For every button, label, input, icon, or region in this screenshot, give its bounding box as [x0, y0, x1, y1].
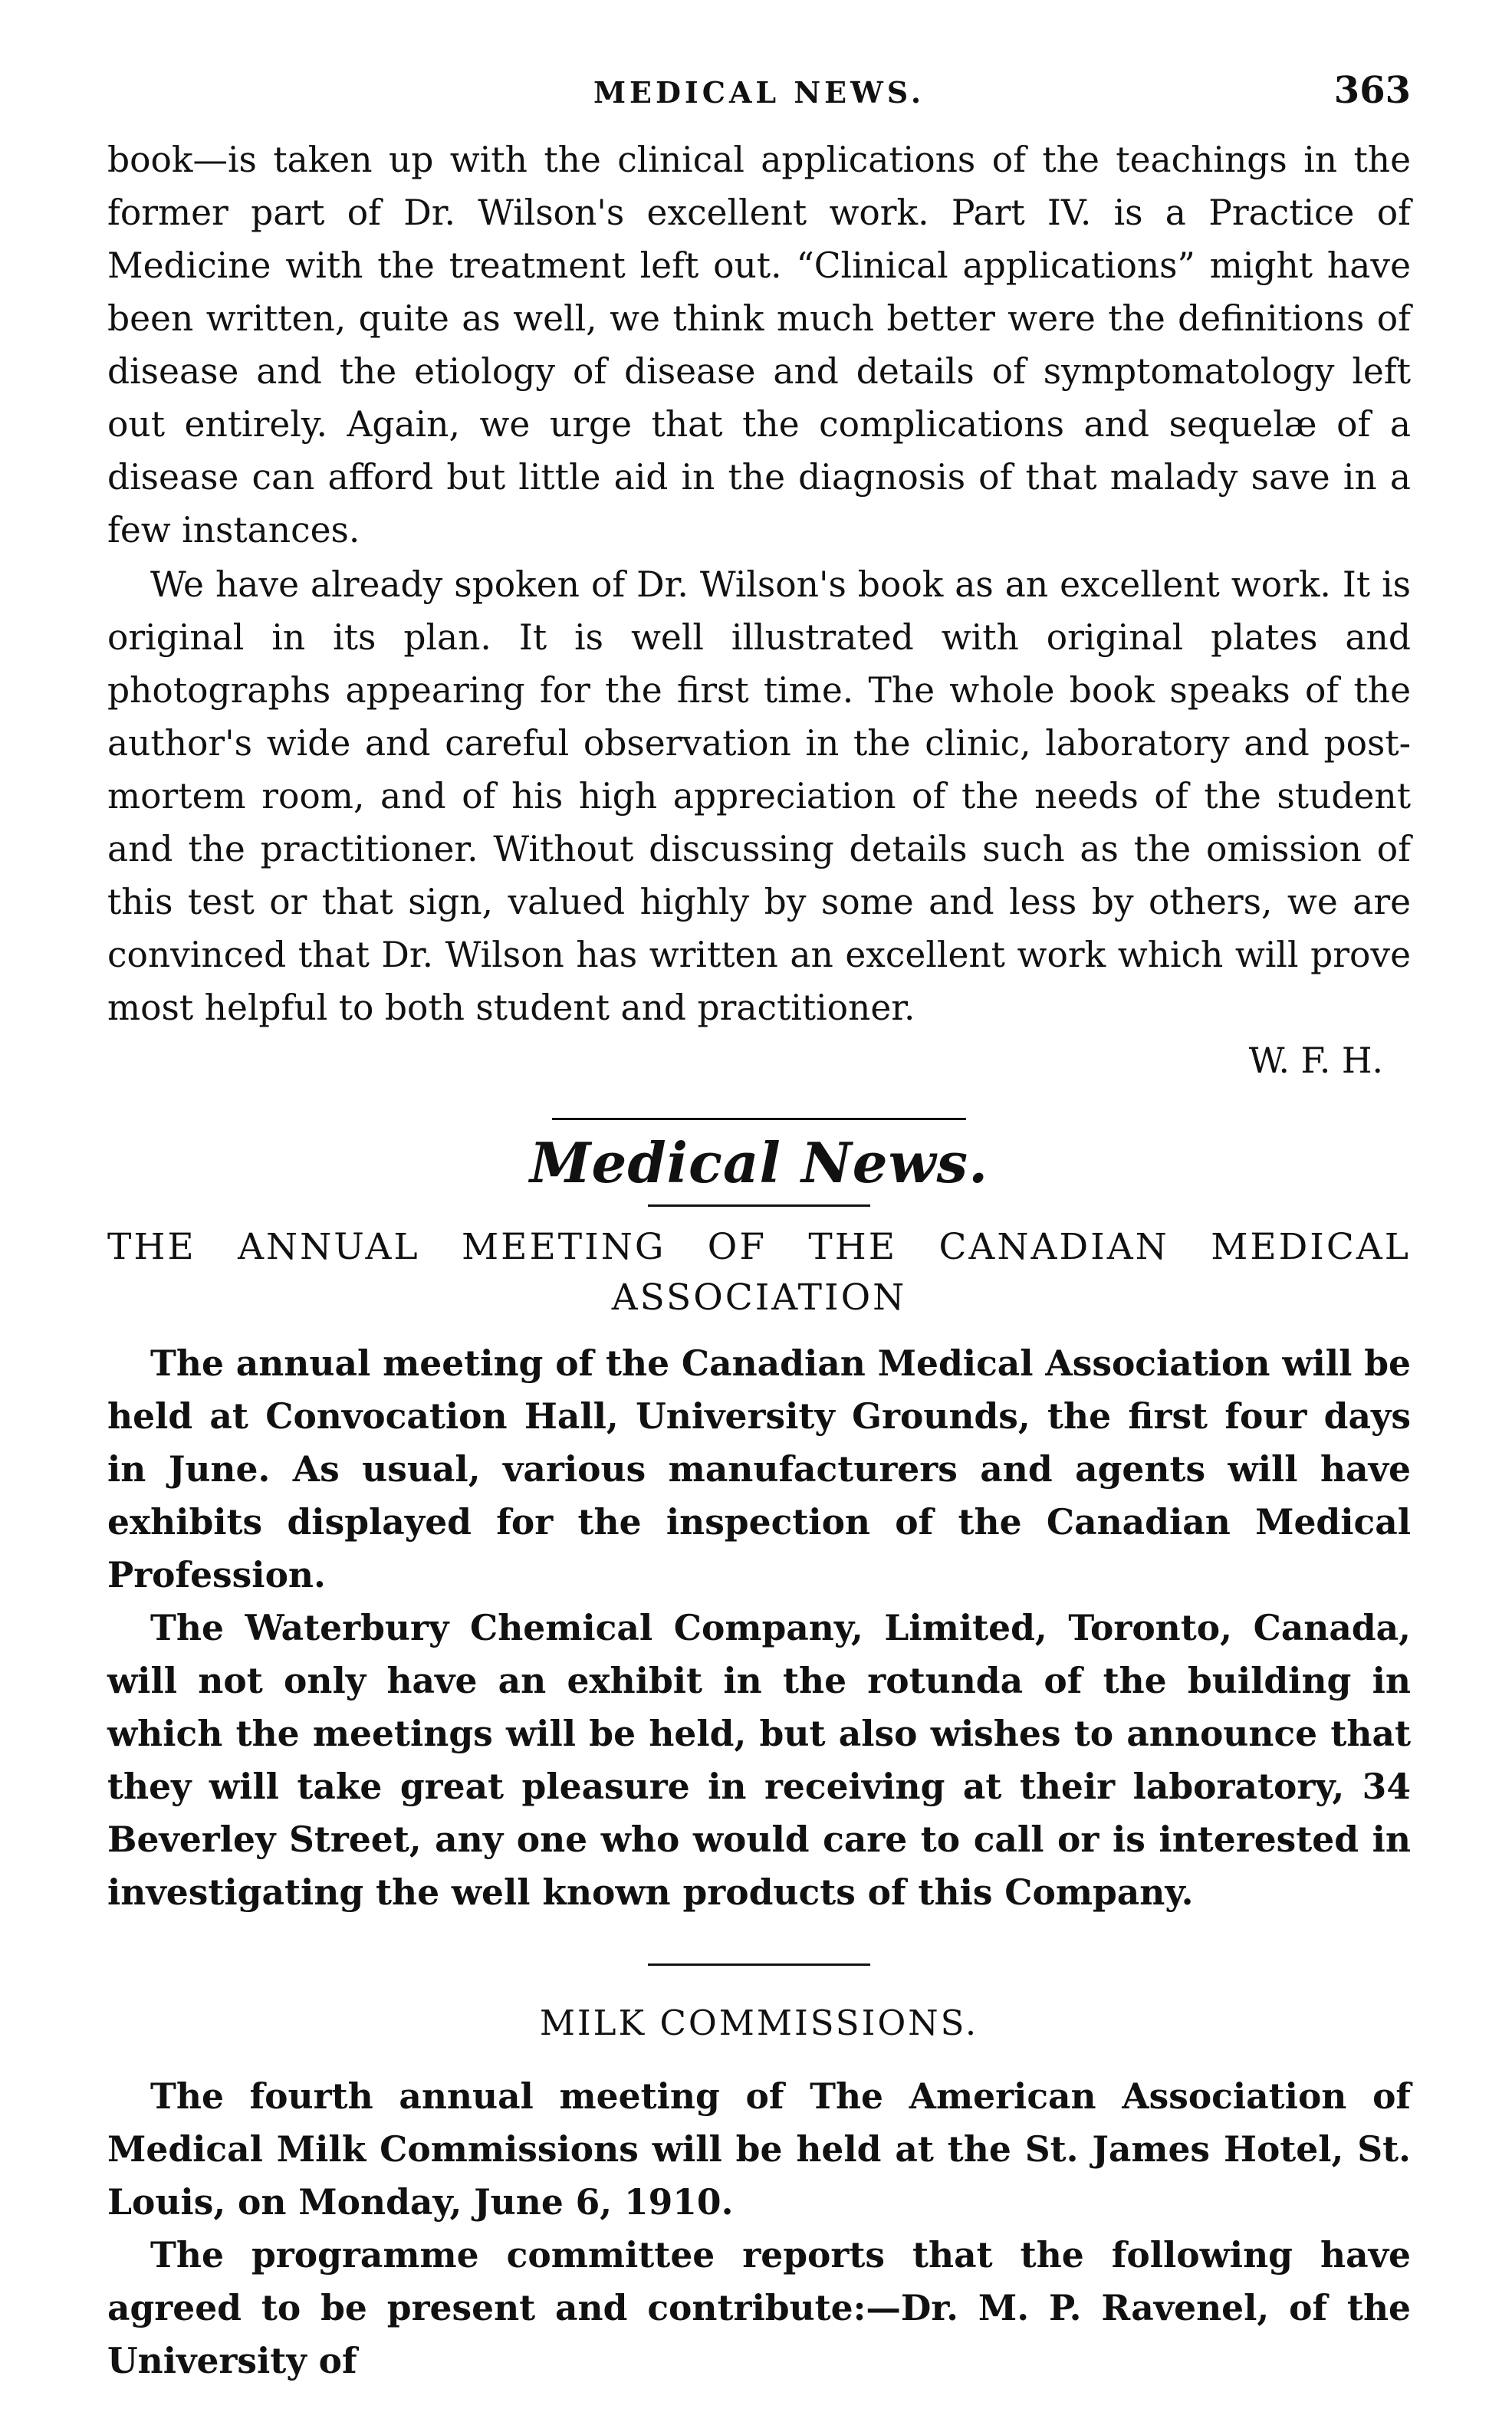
article-title-line-1: THE ANNUAL MEETING OF THE CANADIAN MEDICAL [107, 1226, 1411, 1268]
article-1-paragraph-2: The Waterbury Chemical Company, Limited, Toronto, Canada, will not only have an exhibit in the rotunda of the building in which the meetings will be held, but also wishes to announce that they will take great pleasure in receiving at their laboratory, 34 Beverley Street, any one who would care to call or is interested in investigating the well known products of this Company. [107, 1607, 1411, 1913]
article-title-line-2: ASSOCIATION [611, 1277, 907, 1319]
review-paragraph-1: book—is taken up with the clinical applications of the teachings in the former part of Dr. Wilson's excellent work. Part IV. is a Practice of Medicine with the treatment left out. “Clinical applications” might have been written, quite as well, we think much better were the definitions of disease and the etiology of disease and details of symptomatology left out entirely. Again, we urge that the complications and sequelæ of a disease can afford but little aid in the diagnosis of that malady save in a few instances. [107, 140, 1411, 550]
section-rule-top [552, 1118, 966, 1120]
page-number: 363 [1333, 69, 1411, 112]
running-title: MEDICAL NEWS. [593, 75, 925, 110]
article-body-canadian-medical-association [107, 1337, 1411, 1919]
section-heading: Medical News. [529, 1130, 989, 1195]
article-divider [648, 1963, 870, 1966]
book-review [107, 133, 1411, 1087]
article-2-paragraph-1: The fourth annual meeting of The American Association of Medical Milk Commissions will be held at the St. James Hotel, St. Louis, on Monday, June 6, 1910. [107, 2075, 1411, 2223]
article-title-canadian-medical-association [107, 1222, 1411, 1323]
article-1-paragraph-1: The annual meeting of the Canadian Medical Association will be held at Convocation Hall, University Grounds, the first four days in June. As usual, various manufacturers and agents will have exhibits displayed for the inspection of the Canadian Medical Profession. [107, 1342, 1411, 1595]
running-head [107, 61, 1411, 123]
review-paragraph-2: We have already spoken of Dr. Wilson's book as an excellent work. It is original in its plan. It is well illustrated with original plates and photographs appearing for the first time. The whole book speaks of the author's wide and careful observation in the clinic, laboratory and post-mortem room, and of his high appreciation of the needs of the student and the practitioner. Without discussing details such as the omission of this test or that sign, valued highly by some and less by others, we are convinced that Dr. Wilson has written an excellent work which will prove most helpful to both student and practitioner. [107, 564, 1411, 1028]
review-signature: W. F. H. [1248, 1040, 1383, 1081]
article-2-paragraph-2: The programme committee reports that the following have agreed to be present and contribute:—Dr. M. P. Ravenel, of the University of [107, 2234, 1411, 2381]
article-body-milk-commissions [107, 2070, 1411, 2387]
page [107, 61, 1411, 2387]
article-title-milk-commissions: MILK COMMISSIONS. [539, 2003, 979, 2043]
